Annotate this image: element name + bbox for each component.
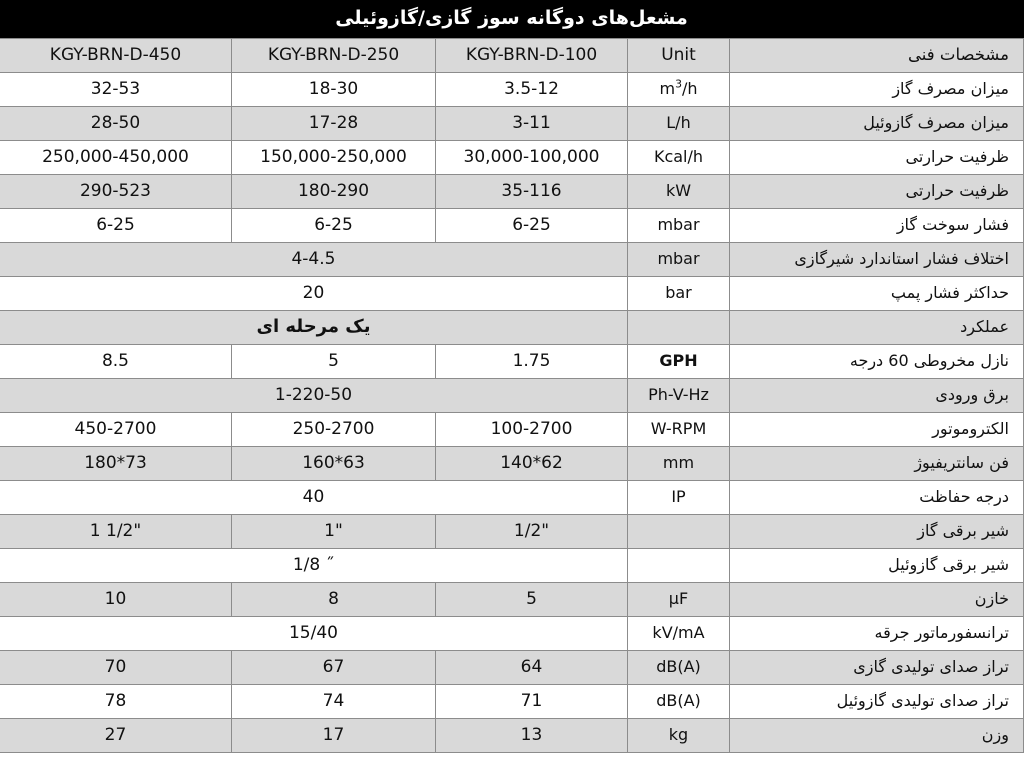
row-value-merged: 1-220-50 (0, 379, 628, 413)
row-unit: W-RPM (628, 413, 730, 447)
row-unit: kW (628, 175, 730, 209)
row-unit: mm (628, 447, 730, 481)
row-value-merged: 15/40 (0, 617, 628, 651)
column-header-model-250: KGY-BRN-D-250 (232, 39, 436, 73)
row-value-model-450: 32-53 (0, 73, 232, 107)
table-row (0, 209, 1024, 243)
row-value-model-250: 8 (232, 583, 436, 617)
row-unit: GPH (628, 345, 730, 379)
row-value-model-450: 10 (0, 583, 232, 617)
row-value-model-100: 13 (436, 719, 628, 753)
row-unit: L/h (628, 107, 730, 141)
row-value-model-450: 180*73 (0, 447, 232, 481)
row-unit: kg (628, 719, 730, 753)
row-value-model-100: 6-25 (436, 209, 628, 243)
row-label: میزان مصرف گازوئیل (730, 107, 1024, 141)
row-unit: bar (628, 277, 730, 311)
row-value-model-450: 250,000-450,000 (0, 141, 232, 175)
row-value-model-250: 6-25 (232, 209, 436, 243)
row-value-merged: 40 (0, 481, 628, 515)
table-row (0, 311, 1024, 345)
table-row (0, 379, 1024, 413)
row-value-model-450: 290-523 (0, 175, 232, 209)
table-row (0, 651, 1024, 685)
row-value-merged: 20 (0, 277, 628, 311)
row-value-model-250: 250-2700 (232, 413, 436, 447)
row-unit: Ph-V-Hz (628, 379, 730, 413)
row-value-model-250: 18-30 (232, 73, 436, 107)
table-row (0, 685, 1024, 719)
table-row (0, 549, 1024, 583)
row-label: حداکثر فشار پمپ (730, 277, 1024, 311)
row-label: ظرفیت حرارتی (730, 141, 1024, 175)
row-value-model-100: 140*62 (436, 447, 628, 481)
row-label: خازن (730, 583, 1024, 617)
row-value-model-250: 67 (232, 651, 436, 685)
row-label: درجه حفاظت (730, 481, 1024, 515)
table-header-row (0, 39, 1024, 73)
row-label: نازل مخروطی 60 درجه (730, 345, 1024, 379)
row-unit: dB(A) (628, 685, 730, 719)
table-row (0, 617, 1024, 651)
row-value-model-450: 8.5 (0, 345, 232, 379)
row-unit: kV/mA (628, 617, 730, 651)
row-label: فن سانتریفیوژ (730, 447, 1024, 481)
row-value-model-250: 180-290 (232, 175, 436, 209)
row-value-model-450: 450-2700 (0, 413, 232, 447)
row-value-model-100: 30,000-100,000 (436, 141, 628, 175)
row-label: شیر برقی گازوئیل (730, 549, 1024, 583)
column-header-unit: Unit (628, 39, 730, 73)
table-row (0, 73, 1024, 107)
row-value-model-450: 27 (0, 719, 232, 753)
column-header-label: مشخصات فنی (730, 39, 1024, 73)
table-row (0, 583, 1024, 617)
row-label: ترانسفورماتور جرقه (730, 617, 1024, 651)
row-label: برق ورودی (730, 379, 1024, 413)
row-value-merged: 1/8 ˝ (0, 549, 628, 583)
row-unit: mbar (628, 243, 730, 277)
table-row (0, 413, 1024, 447)
row-unit: mbar (628, 209, 730, 243)
row-value-model-100: 64 (436, 651, 628, 685)
row-unit: $m^3/h$ (628, 73, 730, 107)
table-row (0, 175, 1024, 209)
row-label: میزان مصرف گاز (730, 73, 1024, 107)
row-value-merged: 4-4.5 (0, 243, 628, 277)
table-row (0, 243, 1024, 277)
column-header-model-450: KGY-BRN-D-450 (0, 39, 232, 73)
row-label: فشار سوخت گاز (730, 209, 1024, 243)
row-value-model-100: 3.5-12 (436, 73, 628, 107)
row-value-model-250: 17 (232, 719, 436, 753)
table-row (0, 481, 1024, 515)
row-label: الکتروموتور (730, 413, 1024, 447)
row-value-model-450: 6-25 (0, 209, 232, 243)
row-value-model-100: 71 (436, 685, 628, 719)
row-value-model-450: 70 (0, 651, 232, 685)
row-unit: IP (628, 481, 730, 515)
row-label: عملکرد (730, 311, 1024, 345)
row-value-model-250: 17-28 (232, 107, 436, 141)
row-value-model-100: 35-116 (436, 175, 628, 209)
table-title: مشعل‌های دوگانه سوز گازی/گازوئیلی (0, 0, 1024, 39)
row-value-model-250: 5 (232, 345, 436, 379)
row-value-model-250: 1" (232, 515, 436, 549)
row-value-model-100: 3-11 (436, 107, 628, 141)
row-unit: μF (628, 583, 730, 617)
row-value-model-100: 1.75 (436, 345, 628, 379)
row-value-model-450: 28-50 (0, 107, 232, 141)
row-unit (628, 549, 730, 583)
row-value-model-250: 74 (232, 685, 436, 719)
row-label: تراز صدای تولیدی گازی (730, 651, 1024, 685)
row-unit (628, 311, 730, 345)
row-unit (628, 515, 730, 549)
row-value-model-450: 1 1/2" (0, 515, 232, 549)
row-value-model-100: 1/2" (436, 515, 628, 549)
table-row (0, 345, 1024, 379)
row-label: شیر برقی گاز (730, 515, 1024, 549)
row-label: ظرفیت حرارتی (730, 175, 1024, 209)
table-row (0, 447, 1024, 481)
table-title-row (0, 0, 1024, 39)
row-unit: dB(A) (628, 651, 730, 685)
table-row (0, 277, 1024, 311)
row-value-model-450: 78 (0, 685, 232, 719)
row-label: وزن (730, 719, 1024, 753)
row-value-merged: یک مرحله ای (0, 311, 628, 345)
row-value-model-100: 5 (436, 583, 628, 617)
table-row (0, 719, 1024, 753)
row-value-model-250: 160*63 (232, 447, 436, 481)
row-label: اختلاف فشار استاندارد شیرگازی (730, 243, 1024, 277)
row-value-model-250: 150,000-250,000 (232, 141, 436, 175)
table-row (0, 515, 1024, 549)
column-header-model-100: KGY-BRN-D-100 (436, 39, 628, 73)
row-label: تراز صدای تولیدی گازوئیل (730, 685, 1024, 719)
row-unit: Kcal/h (628, 141, 730, 175)
row-value-model-100: 100-2700 (436, 413, 628, 447)
table-row (0, 107, 1024, 141)
table-row (0, 141, 1024, 175)
